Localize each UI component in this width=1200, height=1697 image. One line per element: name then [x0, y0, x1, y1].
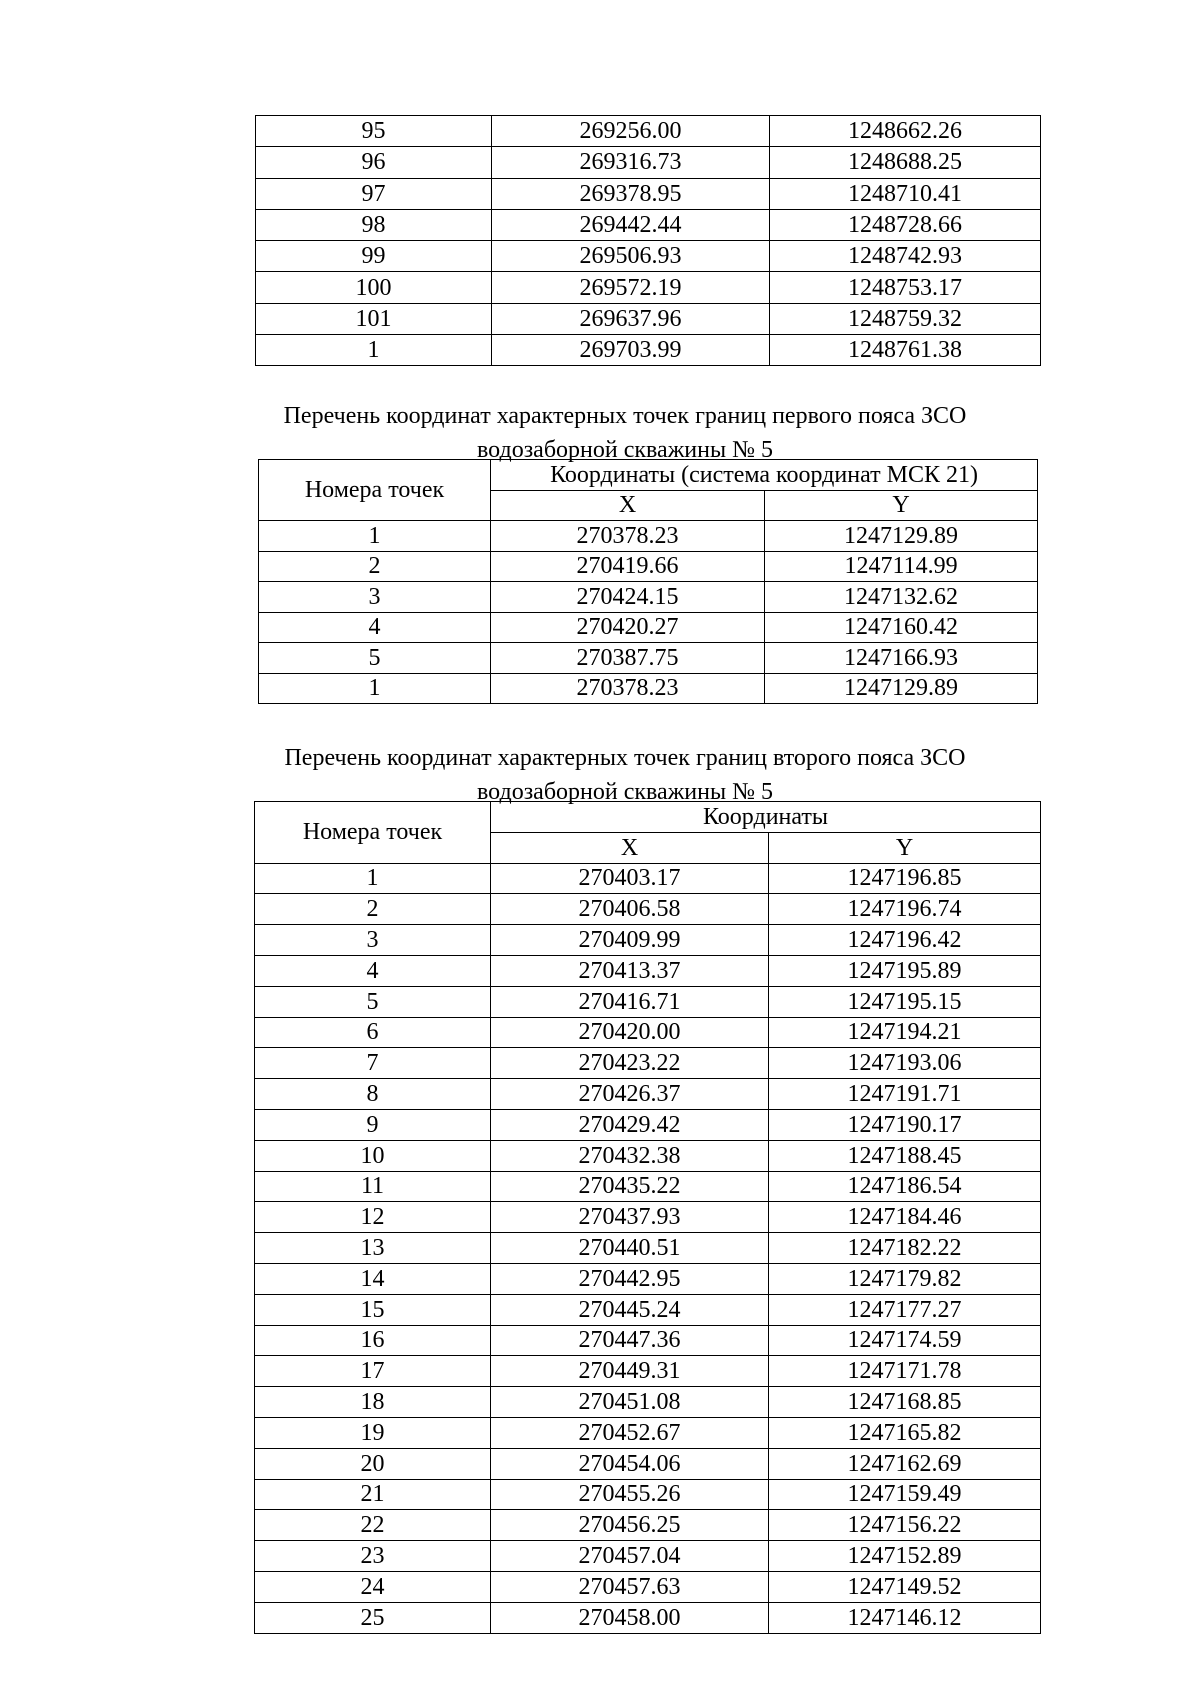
- x-coordinate-cell: 270406.58: [491, 894, 769, 925]
- table-row: [259, 582, 1038, 613]
- coordinates-table-continued: [255, 115, 1041, 366]
- table-row: [255, 1356, 1041, 1387]
- x-coordinate-cell: 270403.17: [491, 863, 769, 894]
- x-coordinate-cell: 270445.24: [491, 1294, 769, 1325]
- y-coordinate-cell: 1248742.93: [770, 241, 1041, 272]
- point-number-cell: 1: [259, 673, 491, 704]
- x-coordinate-cell: 270420.00: [491, 1017, 769, 1048]
- x-coordinate-cell: 270378.23: [491, 673, 765, 704]
- y-coordinate-cell: 1247195.89: [769, 955, 1041, 986]
- coordinates-table-first-belt: [258, 459, 1038, 704]
- point-number-cell: 6: [255, 1017, 491, 1048]
- y-coordinate-cell: 1247182.22: [769, 1233, 1041, 1264]
- x-coordinate-cell: 270456.25: [491, 1510, 769, 1541]
- table-row: [259, 551, 1038, 582]
- table-row: [255, 1602, 1041, 1633]
- caption-line: водозаборной скважины № 5: [477, 437, 773, 463]
- point-number-cell: 9: [255, 1109, 491, 1140]
- x-coordinate-cell: 270426.37: [491, 1079, 769, 1110]
- point-number-cell: 19: [255, 1417, 491, 1448]
- table-row: [255, 1541, 1041, 1572]
- point-number-cell: 3: [259, 582, 491, 613]
- x-coordinate-cell: 270449.31: [491, 1356, 769, 1387]
- table-row: [255, 1479, 1041, 1510]
- table-row: [255, 1294, 1041, 1325]
- point-number-cell: 13: [255, 1233, 491, 1264]
- x-coordinate-cell: 269637.96: [492, 303, 770, 334]
- point-number-cell: 2: [255, 894, 491, 925]
- point-number-cell: 11: [255, 1171, 491, 1202]
- y-coordinate-cell: 1247196.74: [769, 894, 1041, 925]
- header-y: Y: [769, 832, 1041, 863]
- x-coordinate-cell: 270420.27: [491, 612, 765, 643]
- x-coordinate-cell: 270440.51: [491, 1233, 769, 1264]
- table-row: [255, 863, 1041, 894]
- point-number-cell: 5: [259, 643, 491, 674]
- x-coordinate-cell: 269572.19: [492, 272, 770, 303]
- table-row: [259, 673, 1038, 704]
- x-coordinate-cell: 270454.06: [491, 1448, 769, 1479]
- point-number-cell: 20: [255, 1448, 491, 1479]
- table-row: [255, 1325, 1041, 1356]
- point-number-cell: 3: [255, 925, 491, 956]
- table-row: [255, 894, 1041, 925]
- y-coordinate-cell: 1247184.46: [769, 1202, 1041, 1233]
- point-number-cell: 1: [255, 863, 491, 894]
- y-coordinate-cell: 1247186.54: [769, 1171, 1041, 1202]
- y-coordinate-cell: 1247160.42: [765, 612, 1038, 643]
- caption-line: водозаборной скважины № 5: [477, 779, 773, 805]
- table-row: [256, 241, 1041, 272]
- y-coordinate-cell: 1248753.17: [770, 272, 1041, 303]
- point-number-cell: 7: [255, 1048, 491, 1079]
- header-row: [255, 802, 1041, 833]
- y-coordinate-cell: 1247174.59: [769, 1325, 1041, 1356]
- point-number-cell: 10: [255, 1140, 491, 1171]
- x-coordinate-cell: 270432.38: [491, 1140, 769, 1171]
- x-coordinate-cell: 270435.22: [491, 1171, 769, 1202]
- table-row: [255, 1233, 1041, 1264]
- table-row: [256, 335, 1041, 366]
- table-body: [255, 863, 1041, 1633]
- point-number-cell: 24: [255, 1571, 491, 1602]
- y-coordinate-cell: 1247146.12: [769, 1602, 1041, 1633]
- y-coordinate-cell: 1248710.41: [770, 178, 1041, 209]
- x-coordinate-cell: 270451.08: [491, 1387, 769, 1418]
- point-number-cell: 22: [255, 1510, 491, 1541]
- table-row: [255, 1048, 1041, 1079]
- y-coordinate-cell: 1248759.32: [770, 303, 1041, 334]
- y-coordinate-cell: 1247165.82: [769, 1417, 1041, 1448]
- x-coordinate-cell: 269506.93: [492, 241, 770, 272]
- table-row: [256, 147, 1041, 178]
- y-coordinate-cell: 1247193.06: [769, 1048, 1041, 1079]
- y-coordinate-cell: 1248761.38: [770, 335, 1041, 366]
- point-number-cell: 25: [255, 1602, 491, 1633]
- x-coordinate-cell: 270452.67: [491, 1417, 769, 1448]
- point-number-cell: 96: [256, 147, 492, 178]
- point-number-cell: 4: [255, 955, 491, 986]
- point-number-cell: 100: [256, 272, 492, 303]
- point-number-cell: 17: [255, 1356, 491, 1387]
- y-coordinate-cell: 1247190.17: [769, 1109, 1041, 1140]
- coordinates-table-second-belt: [254, 801, 1041, 1634]
- table-row: [255, 1263, 1041, 1294]
- y-coordinate-cell: 1247152.89: [769, 1541, 1041, 1572]
- y-coordinate-cell: 1248662.26: [770, 116, 1041, 147]
- table-row: [255, 925, 1041, 956]
- y-coordinate-cell: 1247149.52: [769, 1571, 1041, 1602]
- y-coordinate-cell: 1247171.78: [769, 1356, 1041, 1387]
- y-coordinate-cell: 1247132.62: [765, 582, 1038, 613]
- y-coordinate-cell: 1247114.99: [765, 551, 1038, 582]
- header-x: X: [491, 490, 765, 521]
- table-row: [255, 1079, 1041, 1110]
- table-row: [255, 1140, 1041, 1171]
- point-number-cell: 1: [256, 335, 492, 366]
- table-row: [255, 1017, 1041, 1048]
- x-coordinate-cell: 269378.95: [492, 178, 770, 209]
- table-row: [256, 272, 1041, 303]
- header-row: [259, 460, 1038, 491]
- table-row: [256, 303, 1041, 334]
- caption-line: Перечень координат характерных точек границ второго пояса ЗСО: [284, 745, 966, 771]
- x-coordinate-cell: 270457.04: [491, 1541, 769, 1572]
- table-row: [255, 1171, 1041, 1202]
- table-row: [259, 643, 1038, 674]
- point-number-cell: 95: [256, 116, 492, 147]
- x-coordinate-cell: 270416.71: [491, 986, 769, 1017]
- x-coordinate-cell: 270447.36: [491, 1325, 769, 1356]
- header-x: X: [491, 832, 769, 863]
- point-number-cell: 18: [255, 1387, 491, 1418]
- x-coordinate-cell: 270458.00: [491, 1602, 769, 1633]
- y-coordinate-cell: 1247156.22: [769, 1510, 1041, 1541]
- point-number-cell: 15: [255, 1294, 491, 1325]
- table-row: [255, 986, 1041, 1017]
- y-coordinate-cell: 1247162.69: [769, 1448, 1041, 1479]
- y-coordinate-cell: 1248688.25: [770, 147, 1041, 178]
- header-coordinates: Координаты (система координат МСК 21): [491, 460, 1038, 491]
- header-point-numbers: Номера точек: [255, 802, 491, 864]
- x-coordinate-cell: 270429.42: [491, 1109, 769, 1140]
- x-coordinate-cell: 270437.93: [491, 1202, 769, 1233]
- y-coordinate-cell: 1247194.21: [769, 1017, 1041, 1048]
- header-y: Y: [765, 490, 1038, 521]
- table-row: [255, 1387, 1041, 1418]
- point-number-cell: 12: [255, 1202, 491, 1233]
- point-number-cell: 1: [259, 521, 491, 552]
- x-coordinate-cell: 269316.73: [492, 147, 770, 178]
- table-row: [256, 178, 1041, 209]
- table-row: [255, 1109, 1041, 1140]
- x-coordinate-cell: 270378.23: [491, 521, 765, 552]
- x-coordinate-cell: 270455.26: [491, 1479, 769, 1510]
- y-coordinate-cell: 1247196.85: [769, 863, 1041, 894]
- y-coordinate-cell: 1247166.93: [765, 643, 1038, 674]
- table-body: [256, 116, 1041, 366]
- caption-line: Перечень координат характерных точек границ первого пояса ЗСО: [283, 403, 967, 429]
- y-coordinate-cell: 1247179.82: [769, 1263, 1041, 1294]
- y-coordinate-cell: 1247177.27: [769, 1294, 1041, 1325]
- y-coordinate-cell: 1247129.89: [765, 673, 1038, 704]
- table-row: [255, 1202, 1041, 1233]
- table-row: [255, 1417, 1041, 1448]
- y-coordinate-cell: 1247168.85: [769, 1387, 1041, 1418]
- table-body: [259, 521, 1038, 704]
- point-number-cell: 21: [255, 1479, 491, 1510]
- x-coordinate-cell: 270419.66: [491, 551, 765, 582]
- y-coordinate-cell: 1247195.15: [769, 986, 1041, 1017]
- table-row: [255, 955, 1041, 986]
- point-number-cell: 5: [255, 986, 491, 1017]
- point-number-cell: 101: [256, 303, 492, 334]
- y-coordinate-cell: 1247159.49: [769, 1479, 1041, 1510]
- point-number-cell: 4: [259, 612, 491, 643]
- x-coordinate-cell: 270424.15: [491, 582, 765, 613]
- point-number-cell: 8: [255, 1079, 491, 1110]
- x-coordinate-cell: 269442.44: [492, 209, 770, 240]
- x-coordinate-cell: 270423.22: [491, 1048, 769, 1079]
- section-caption-second-belt: [190, 741, 1060, 809]
- table-row: [255, 1571, 1041, 1602]
- x-coordinate-cell: 270387.75: [491, 643, 765, 674]
- point-number-cell: 2: [259, 551, 491, 582]
- x-coordinate-cell: 269256.00: [492, 116, 770, 147]
- table-row: [259, 521, 1038, 552]
- x-coordinate-cell: 269703.99: [492, 335, 770, 366]
- y-coordinate-cell: 1247188.45: [769, 1140, 1041, 1171]
- table-row: [256, 116, 1041, 147]
- point-number-cell: 97: [256, 178, 492, 209]
- x-coordinate-cell: 270409.99: [491, 925, 769, 956]
- y-coordinate-cell: 1247129.89: [765, 521, 1038, 552]
- table-row: [255, 1448, 1041, 1479]
- point-number-cell: 14: [255, 1263, 491, 1294]
- section-caption-first-belt: [190, 399, 1060, 467]
- table-row: [255, 1510, 1041, 1541]
- table-row: [256, 209, 1041, 240]
- x-coordinate-cell: 270457.63: [491, 1571, 769, 1602]
- x-coordinate-cell: 270442.95: [491, 1263, 769, 1294]
- header-coordinates: Координаты: [491, 802, 1041, 833]
- point-number-cell: 99: [256, 241, 492, 272]
- point-number-cell: 23: [255, 1541, 491, 1572]
- y-coordinate-cell: 1248728.66: [770, 209, 1041, 240]
- point-number-cell: 98: [256, 209, 492, 240]
- header-point-numbers: Номера точек: [259, 460, 491, 521]
- y-coordinate-cell: 1247196.42: [769, 925, 1041, 956]
- x-coordinate-cell: 270413.37: [491, 955, 769, 986]
- point-number-cell: 16: [255, 1325, 491, 1356]
- y-coordinate-cell: 1247191.71: [769, 1079, 1041, 1110]
- table-row: [259, 612, 1038, 643]
